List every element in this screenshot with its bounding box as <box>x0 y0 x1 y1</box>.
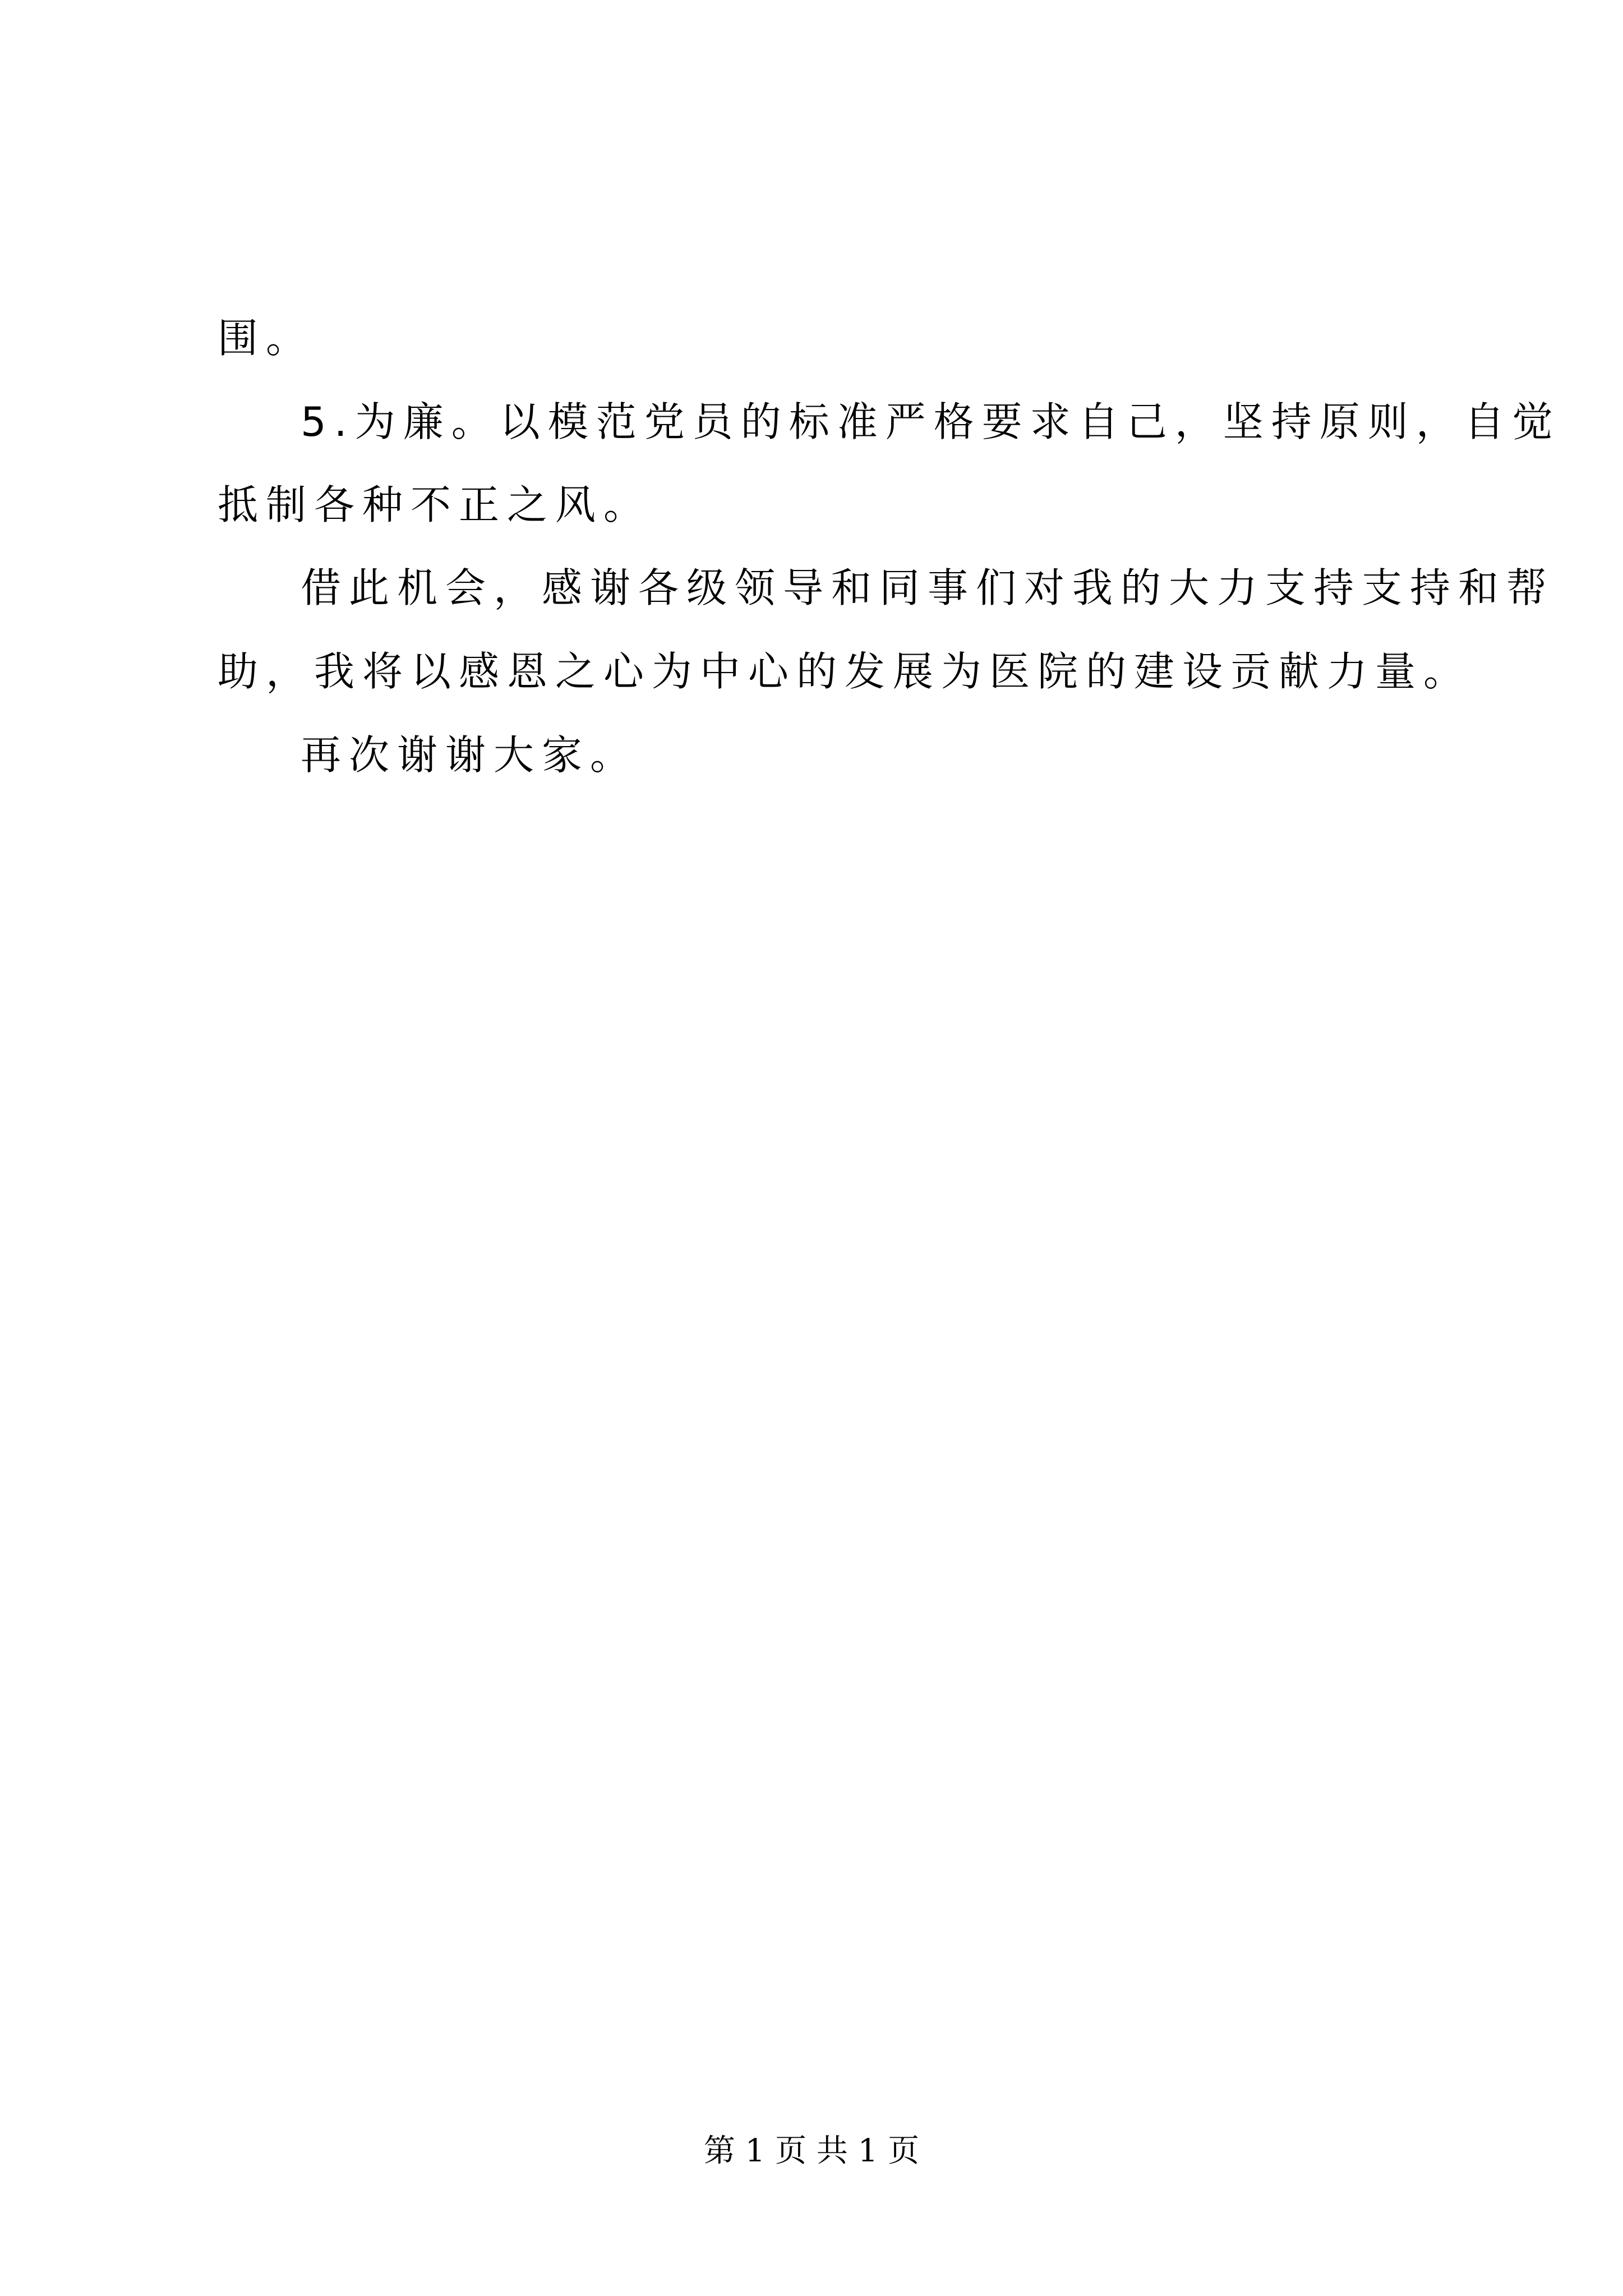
paragraph-line: 围。 <box>218 315 315 362</box>
paragraph-line: 借此机会，感谢各级领导和同事们对我的大力支持支持和帮 <box>301 564 1555 611</box>
paragraph-line: 抵制各种不正之风。 <box>218 481 652 528</box>
page-footer: 第 1 页 共 1 页 <box>703 2133 920 2169</box>
paragraph-line: 助，我将以感恩之心为中心的发展为医院的建设贡献力量。 <box>218 648 1472 695</box>
paragraph-line: 再次谢谢大家。 <box>301 731 639 779</box>
paragraph-line: 5.为廉。以模范党员的标准严格要求自己，坚持原则，自觉 <box>301 398 1561 445</box>
